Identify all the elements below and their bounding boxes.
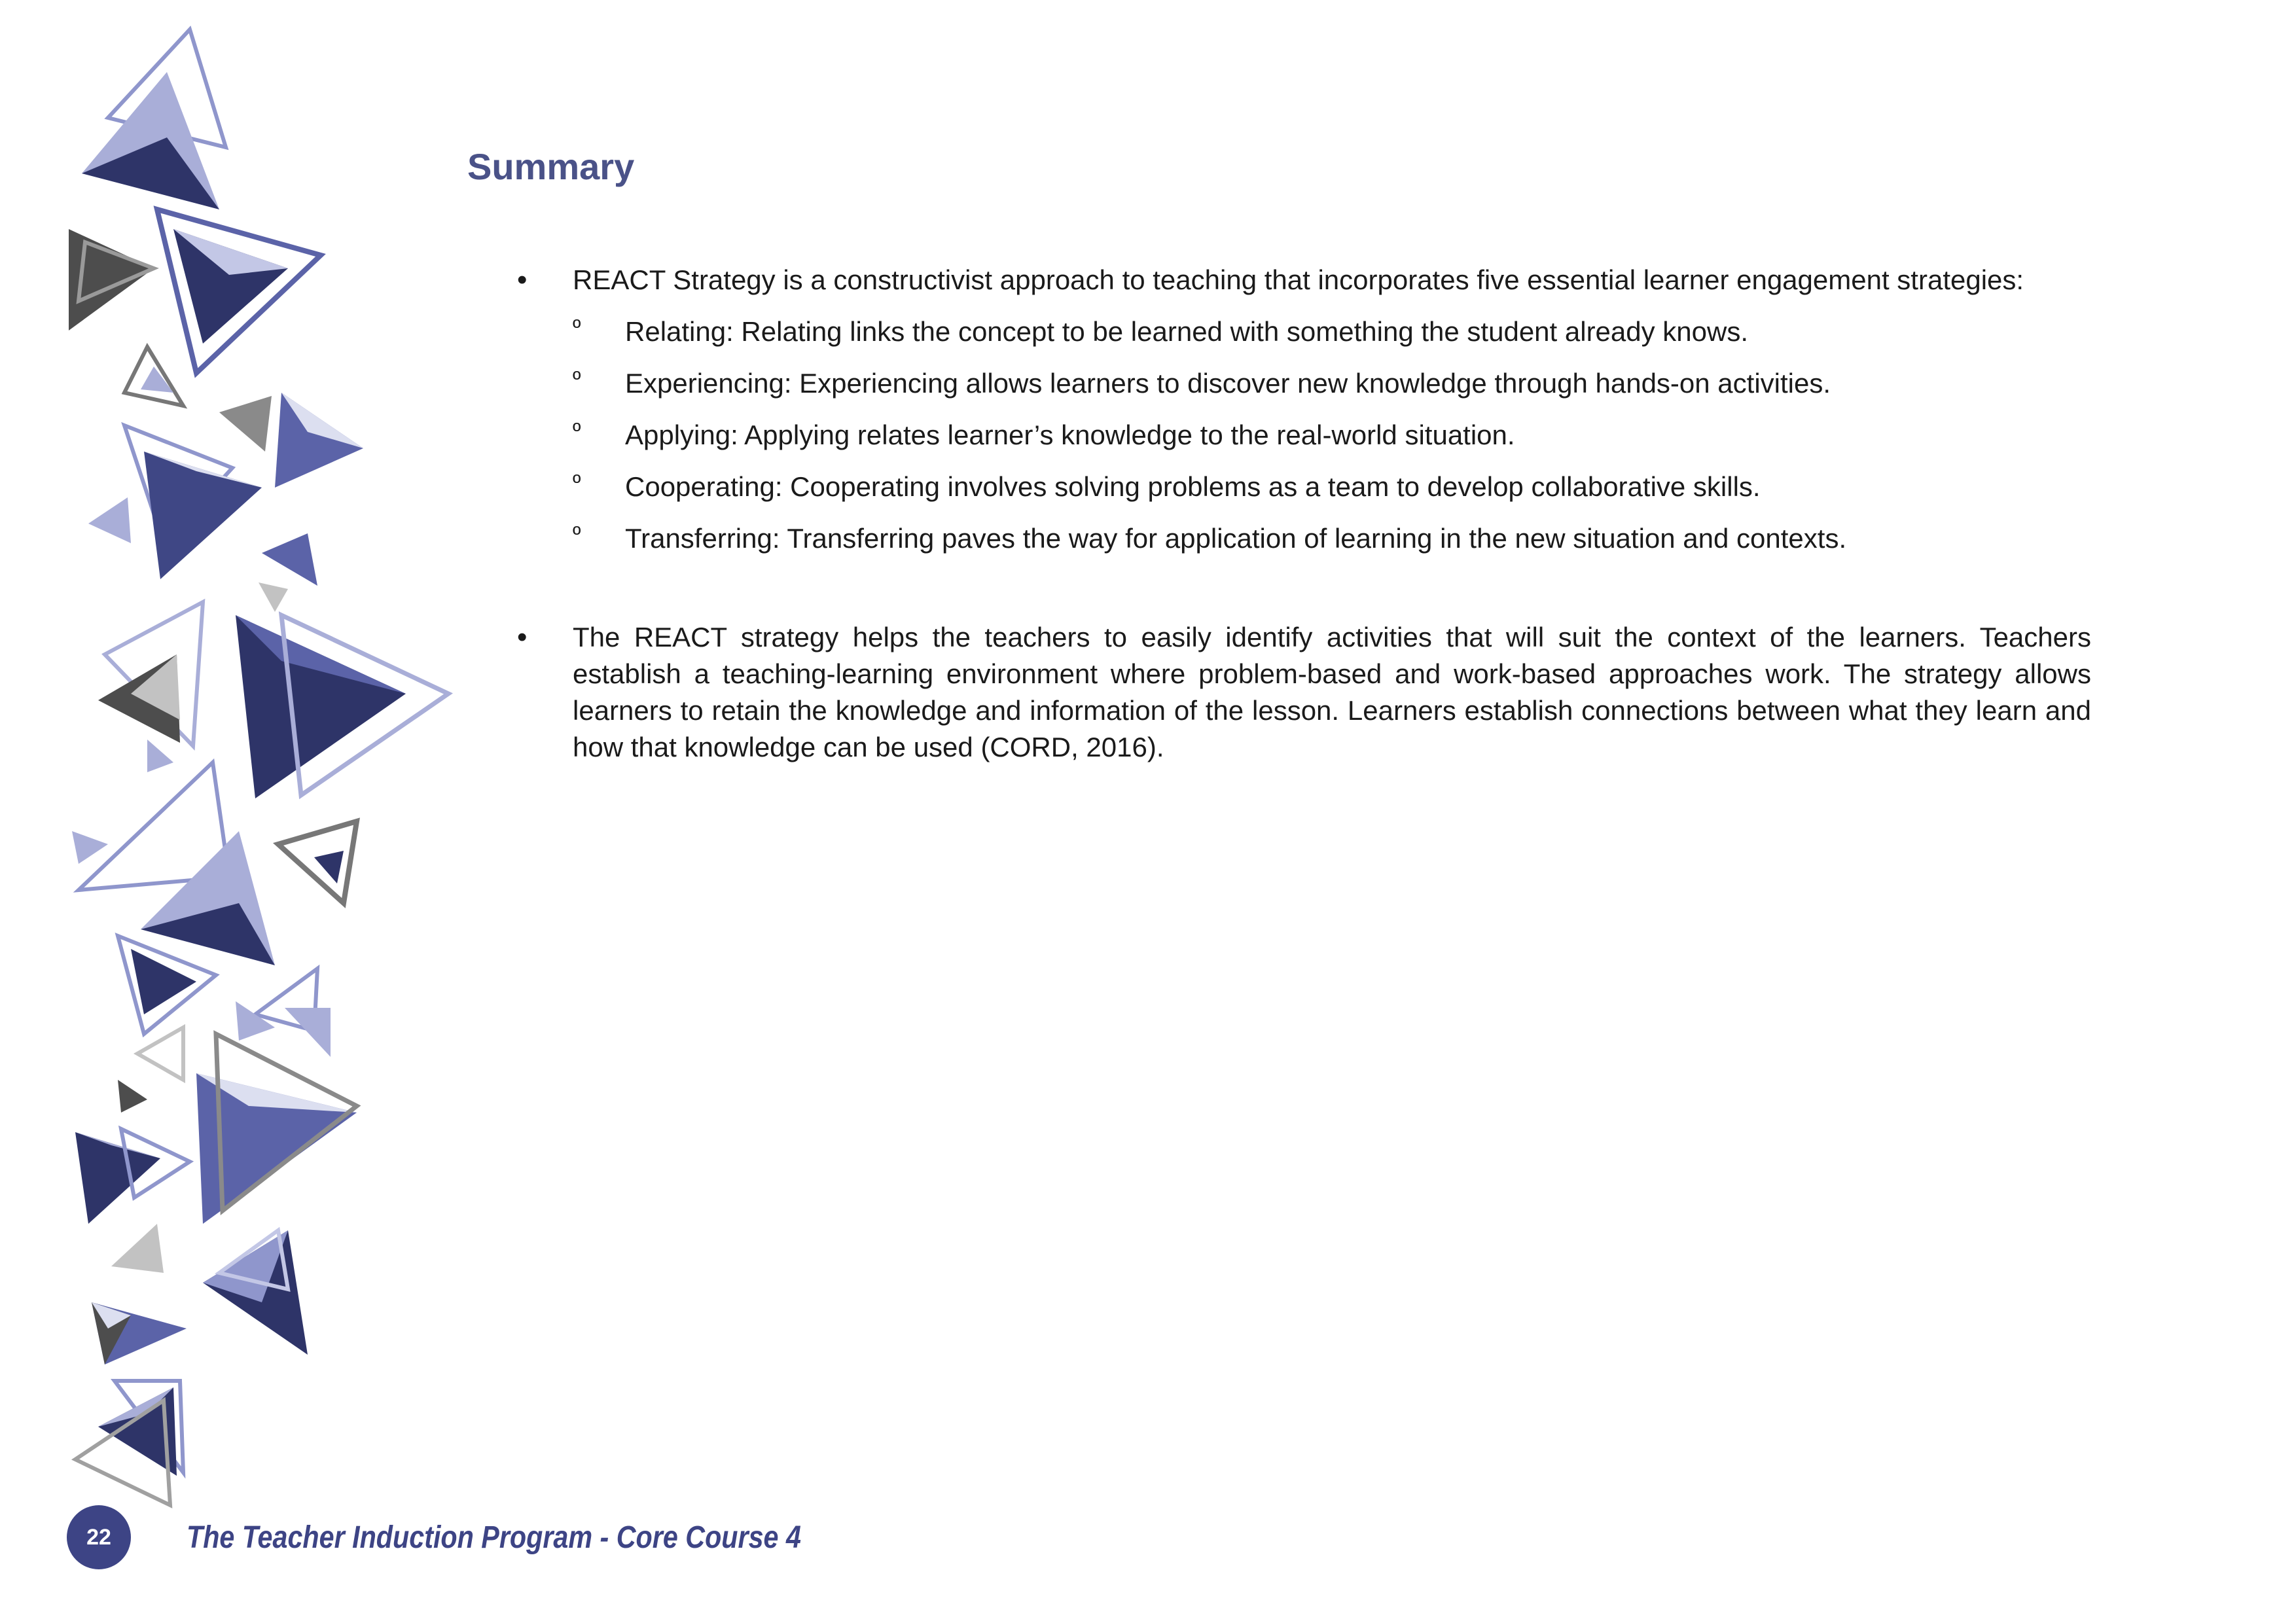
circle-bullet-icon: º xyxy=(573,471,581,495)
sub-list xyxy=(573,313,2091,557)
list-item xyxy=(507,619,2091,766)
footer-course-title: The Teacher Induction Program - Core Course 4 xyxy=(187,1520,801,1555)
sub-item-text: Applying: Applying relates learner’s knowledge to the real-world situation. xyxy=(625,419,1515,450)
circle-bullet-icon: º xyxy=(573,367,581,392)
bullet-text: REACT Strategy is a constructivist approach to teaching that incorporates five essential learner engagement strategies: xyxy=(573,264,2024,295)
sub-list-item xyxy=(573,469,2091,505)
circle-bullet-icon: º xyxy=(573,419,581,444)
list-item xyxy=(507,262,2091,557)
sub-item-text: Experiencing: Experiencing allows learners to discover new knowledge through hands-on activities. xyxy=(625,368,1831,399)
triangle-pattern-decoration xyxy=(0,0,471,1623)
page-title: Summary xyxy=(467,146,635,187)
bullet-icon: • xyxy=(517,264,528,296)
sub-item-text: Transferring: Transferring paves the way for application of learning in the new situation and contexts. xyxy=(625,523,1847,554)
circle-bullet-icon: º xyxy=(573,315,581,340)
page-number-badge: 22 xyxy=(67,1505,131,1569)
bullet-paragraph: The REACT strategy helps the teachers to easily identify activities that will suit the context of the learners. Teachers establish a teaching-learning environment where problem-based and work-based approaches work. The strategy allows learners to retain the knowledge and information of the lesson. Learners establish connections between what they learn and how that knowledge can be used (CORD, 2016). xyxy=(573,622,2091,762)
sub-list-item xyxy=(573,520,2091,557)
summary-content xyxy=(507,262,2091,766)
sub-item-text: Relating: Relating links the concept to be learned with something the student already knows. xyxy=(625,316,1749,347)
sub-list-item xyxy=(573,365,2091,402)
circle-bullet-icon: º xyxy=(573,522,581,547)
sub-list-item xyxy=(573,313,2091,350)
bullet-icon: • xyxy=(517,621,528,653)
sub-item-text: Cooperating: Cooperating involves solving problems as a team to develop collaborative skills. xyxy=(625,471,1761,502)
bullet-list xyxy=(507,262,2091,766)
sub-list-item xyxy=(573,417,2091,454)
